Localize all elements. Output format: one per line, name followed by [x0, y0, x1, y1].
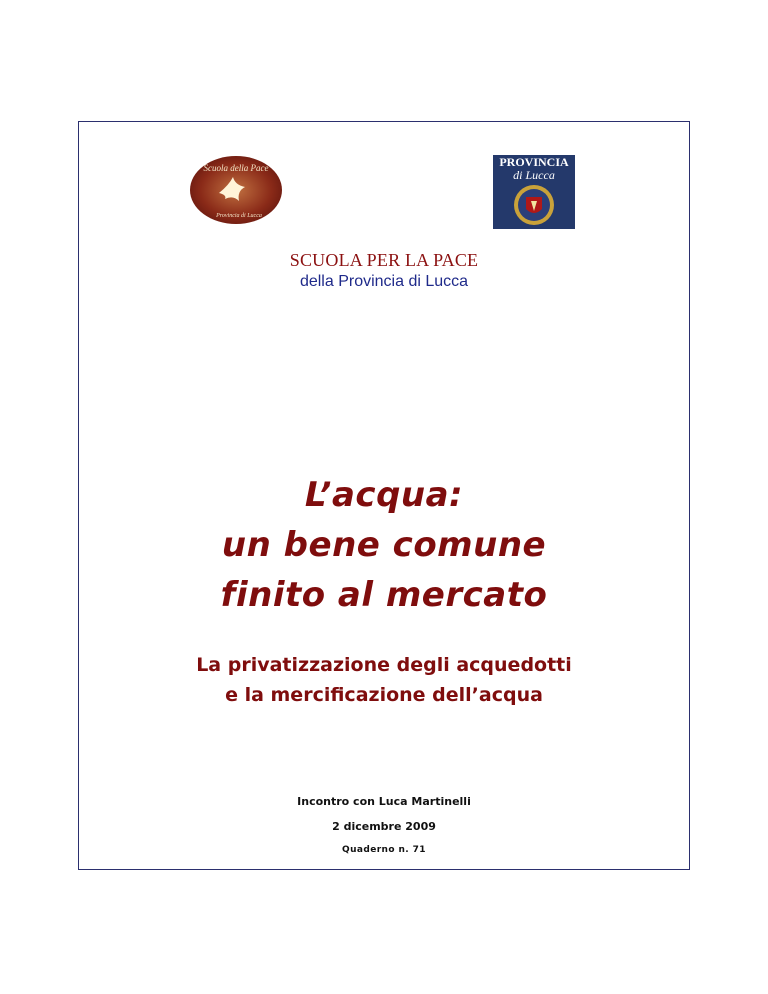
organization-name: SCUOLA PER LA PACE	[289, 250, 479, 270]
title-line: L’acqua:	[304, 475, 464, 515]
subtitle-line: La privatizzazione degli acquedotti	[196, 654, 572, 676]
logo-left-text-top: Scuola della Pace	[203, 163, 269, 173]
logo-right-text-2: di Lucca	[513, 168, 555, 182]
document-title	[0, 470, 768, 620]
title-line: finito al mercato	[220, 575, 548, 615]
title-line: un bene comune	[221, 525, 547, 565]
organization-subname: della Provincia di Lucca	[299, 273, 469, 290]
provincia-di-lucca-logo	[493, 155, 575, 229]
scuola-della-pace-logo	[189, 155, 283, 225]
logo-left-text-bottom: Provincia di Lucca	[216, 213, 262, 219]
quaderno-number: Quaderno n. 71	[342, 845, 426, 855]
meeting-date: 2 dicembre 2009	[332, 820, 436, 833]
document-subtitle	[0, 650, 768, 710]
subtitle-line: e la mercificazione dell’acqua	[225, 684, 543, 706]
logo-right-text-1: PROVINCIA	[499, 155, 569, 169]
meeting-info: Incontro con Luca Martinelli	[297, 795, 471, 808]
